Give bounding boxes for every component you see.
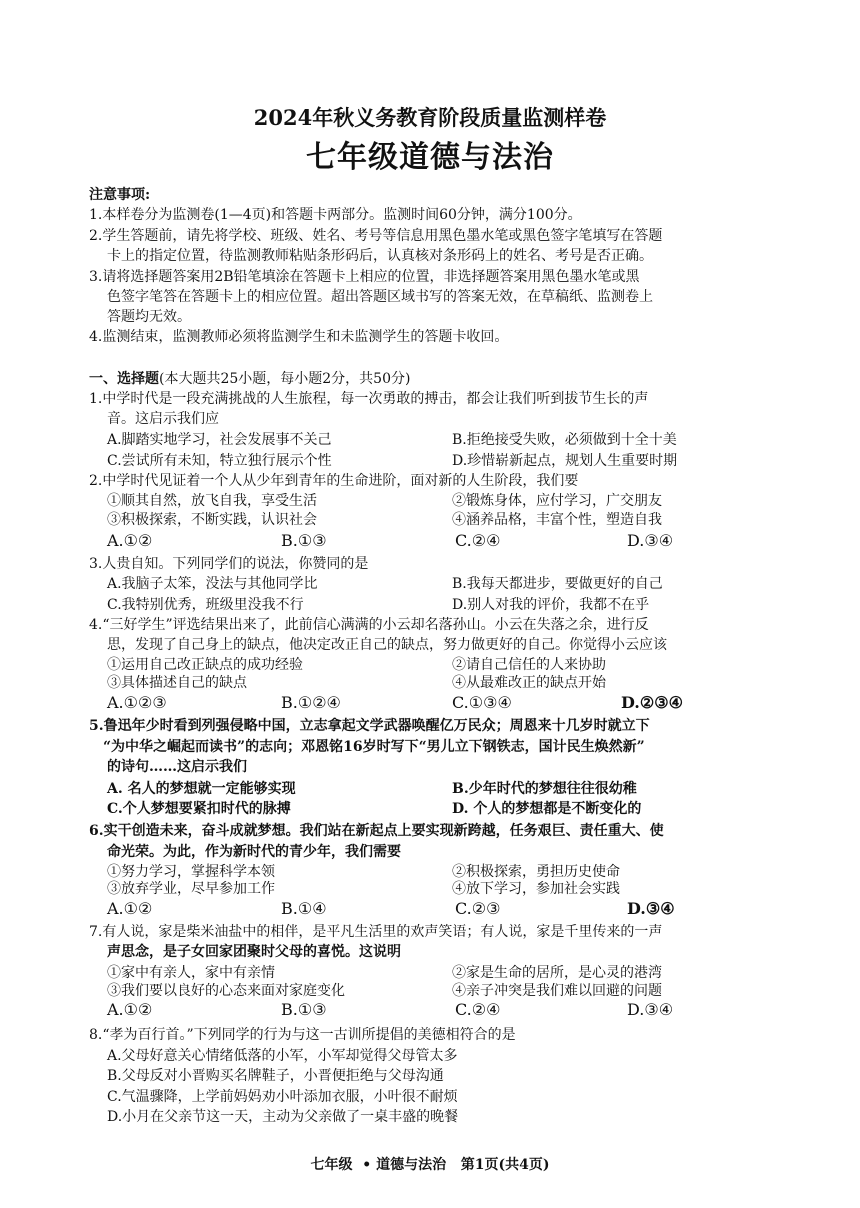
notice-line: 色签字笔答在答题卡上的相应位置。超出答题区域书写的答案无效，在草稿纸、监测卷上	[107, 289, 653, 305]
statement-item: ④亲子冲突是我们难以回避的问题	[452, 983, 662, 999]
option-c: C.②④	[455, 1000, 501, 1019]
question-stem: 8.“孝为百行首。”下列同学的行为与这一古训所提倡的美德相符合的是	[89, 1027, 516, 1043]
question-stem: 2.中学时代见证着一个人从少年到青年的生命进阶，面对新的人生阶段，我们要	[89, 473, 579, 489]
question-stem: 1.中学时代是一段充满挑战的人生旅程，每一次勇敢的搏击，都会让我们听到拔节生长的声	[89, 391, 649, 407]
question-stem: 3.人贵自知。下列同学们的说法，你赞同的是	[89, 556, 369, 572]
option-a: A.①②	[107, 531, 153, 550]
notice-line: 答题均无效。	[107, 309, 191, 325]
option-d: D.别人对我的评价，我都不在乎	[452, 597, 650, 613]
statement-item: ③我们要以良好的心态来面对家庭变化	[107, 983, 345, 999]
statement-item: ③放弃学业，尽早参加工作	[107, 881, 275, 897]
option-c: C.①③④	[452, 693, 512, 712]
option-a: A.①②	[107, 1000, 153, 1019]
option-b: B.我每天都进步，要做更好的自己	[452, 576, 663, 592]
option-c: C.我特别优秀，班级里没我不行	[107, 597, 304, 613]
option-a: A.①②③	[107, 693, 167, 712]
question-stem: 6.实干创造未来，奋斗成就梦想。我们站在新起点上要实现新跨越，任务艰巨、责任重大、使	[89, 823, 664, 839]
option-c: C.②③	[455, 899, 501, 918]
option-c: C.尝试所有未知，特立独行展示个性	[107, 453, 332, 469]
notice-line: 2.学生答题前，请先将学校、班级、姓名、考号等信息用黑色墨水笔或黑色签字笔填写在答题	[89, 228, 663, 244]
option-c: C.②④	[455, 531, 501, 550]
option-d: D.③④	[627, 531, 674, 550]
option-d: D.③④	[627, 1000, 674, 1019]
notice-line: 3.请将选择题答案用2B铅笔填涂在答题卡上相应的位置，非选择题答案用黑色墨水笔或黑	[89, 269, 640, 285]
option-c: C.个人梦想要紧扣时代的脉搏	[107, 801, 291, 817]
statement-item: ④涵养品格，丰富个性，塑造自我	[452, 512, 662, 528]
option-a: A. 名人的梦想就一定能够实现	[107, 781, 296, 797]
option-b: B.①③	[281, 531, 327, 550]
option-d: D.珍惜崭新起点，规划人生重要时期	[452, 453, 678, 469]
option-a: A.①②	[107, 899, 153, 918]
question-stem: 音。这启示我们应	[107, 411, 219, 427]
section-title: 一、选择题	[89, 371, 159, 387]
option-a: A.我脑子太笨，没法与其他同学比	[107, 576, 318, 592]
question-stem: 思，发现了自己身上的缺点，他决定改正自己的缺点，努力做更好的自己。你觉得小云应该	[107, 637, 667, 653]
statement-item: ③积极探索，不断实践，认识社会	[107, 512, 317, 528]
option-b: B.①③	[281, 1000, 327, 1019]
statement-item: ①家中有亲人，家中有亲情	[107, 965, 275, 981]
question-stem: 7.有人说，家是柴米油盐中的相伴，是平凡生活里的欢声笑语；有人说，家是千里传来的一声	[89, 924, 663, 940]
notice-line: 4.监测结束，监测教师必须将监测学生和未监测学生的答题卡收回。	[89, 329, 509, 345]
option-b: B.少年时代的梦想往往很幼稚	[452, 781, 637, 797]
option-b: B.拒绝接受失败，必须做到十全十美	[452, 432, 677, 448]
question-stem: 声思念，是子女回家团聚时父母的喜悦。这说明	[107, 944, 401, 960]
statement-item: ①努力学习，掌握科学本领	[107, 864, 275, 880]
statement-item: ④从最难改正的缺点开始	[452, 675, 606, 691]
option-d: D.③④	[627, 899, 675, 918]
option-a: A.脚踏实地学习，社会发展事不关己	[107, 432, 332, 448]
option-d: D. 个人的梦想都是不断变化的	[452, 801, 642, 817]
statement-item: ②请自己信任的人来协助	[452, 657, 606, 673]
question-stem: “为中华之崛起而读书”的志向；邓恩铭16岁时写下“男儿立下钢铁志，国计民生焕然新”	[103, 739, 645, 755]
question-stem: 4.“三好学生”评选结果出来了，此前信心满满的小云却名落孙山。小云在失落之余，进行反	[89, 617, 649, 633]
statement-item: ④放下学习，参加社会实践	[452, 881, 620, 897]
statement-item: ②家是生命的居所，是心灵的港湾	[452, 965, 662, 981]
notice-line: 1.本样卷分为监测卷(1—4页)和答题卡两部分。监测时间60分钟，满分100分。	[89, 207, 582, 223]
option-c: C.气温骤降，上学前妈妈劝小叶添加衣服，小叶很不耐烦	[107, 1089, 458, 1105]
exam-title: 2024年秋义务教育阶段质量监测样卷	[253, 105, 607, 130]
section-header	[89, 369, 410, 389]
option-d: D.小月在父亲节这一天，主动为父亲做了一桌丰盛的晚餐	[107, 1109, 459, 1125]
section-note: (本大题共25小题，每小题2分，共50分)	[159, 371, 411, 387]
notice-line: 卡上的指定位置，待监测教师粘贴条形码后，认真核对条形码上的姓名、考号是否正确。	[107, 248, 653, 264]
notice-heading: 注意事项:	[89, 187, 151, 203]
option-b: B.①②④	[281, 693, 341, 712]
statement-item: ③具体描述自己的缺点	[107, 675, 247, 691]
question-stem: 5.鲁迅年少时看到列强侵略中国，立志拿起文学武器唤醒亿万民众；周恩来十几岁时就立下	[89, 718, 650, 734]
question-stem: 的诗句……这启示我们	[107, 759, 247, 775]
option-a: A.父母好意关心情绪低落的小军，小军却觉得父母管太多	[107, 1048, 458, 1064]
subject-title: 七年级道德与法治	[306, 140, 554, 175]
question-stem: 命光荣。为此，作为新时代的青少年，我们需要	[107, 844, 401, 860]
option-b: B.①④	[281, 899, 327, 918]
statement-item: ①顺其自然，放飞自我，享受生活	[107, 493, 317, 509]
statement-item: ②积极探索，勇担历史使命	[452, 864, 620, 880]
option-b: B.父母反对小晋购买名牌鞋子，小晋便拒绝与父母沟通	[107, 1068, 444, 1084]
statement-item: ②锻炼身体，应付学习，广交朋友	[452, 493, 662, 509]
option-d: D.②③④	[621, 693, 683, 712]
page-footer: 七年级 • 道德与法治 第1页(共4页)	[310, 1157, 550, 1173]
statement-item: ①运用自己改正缺点的成功经验	[107, 657, 303, 673]
